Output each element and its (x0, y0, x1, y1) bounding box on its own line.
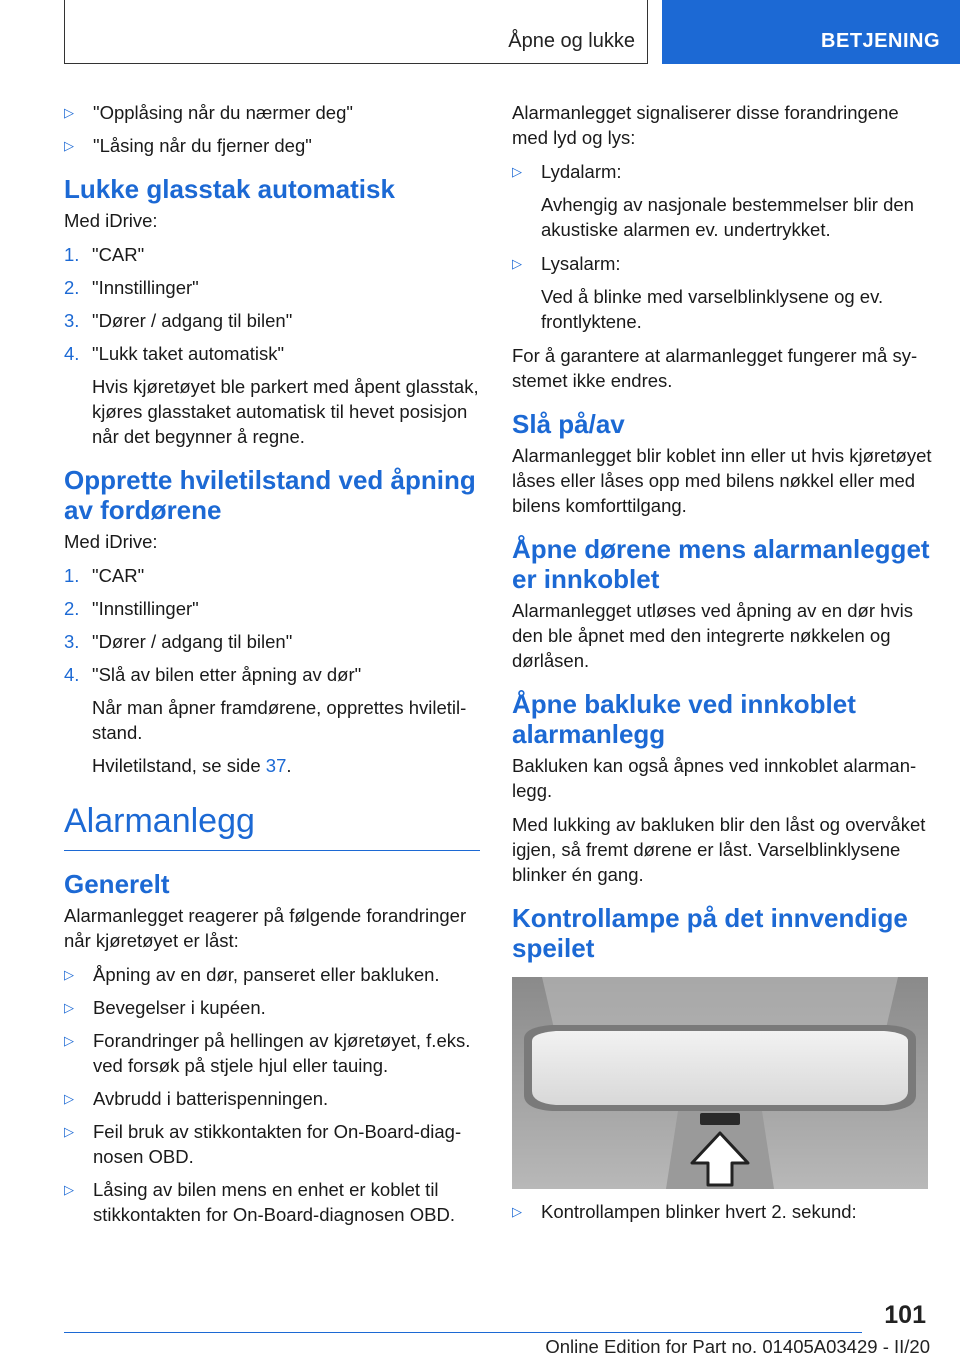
section-intro: Med iDrive: (64, 210, 158, 231)
triangle-bullet-icon: ▷ (64, 1091, 74, 1106)
section-title-rest-state: Opprette hviletilstand ved åpning av fordørene (64, 465, 476, 525)
header-chapter-title: BETJENING (821, 30, 940, 52)
page-number: 101 (884, 1301, 926, 1329)
list-item: ▷ Feil bruk av stikkontakten for On-Board-diagnosen OBD. (64, 1121, 462, 1167)
section-title-open-doors: Åpne dørene mens alarmanlegget er innkoblet (512, 534, 930, 594)
list-item: ▷ Lydalarm: (512, 161, 622, 182)
paragraph: Med lukking av bakluken blir den låst og overvåket igjen, så fremt dørene er låst. Varselblinklysene blinker én gang. (512, 814, 926, 885)
list-item: 4. "Slå av bilen etter åpning av dør" (64, 664, 362, 685)
header-section-box (64, 0, 648, 64)
footer-edition: Online Edition for Part no. 01405A03429 - II/20 (545, 1336, 930, 1357)
triangle-bullet-icon: ▷ (64, 1000, 74, 1015)
section-title-glass-roof: Lukke glasstak automatisk (64, 174, 395, 204)
section-intro: Alarmanlegget reagerer på følgende forandringer når kjøretøyet er låst: (64, 905, 467, 951)
step-note: Når man åpner framdørene, opprettes hviletilstand. (92, 697, 467, 743)
list-item: ▷ Avbrudd i batterispenningen. (64, 1088, 329, 1109)
rearview-mirror-illustration (512, 977, 928, 1189)
triangle-bullet-icon: ▷ (512, 164, 522, 179)
list-item-detail: Ved å blinke med varselblinklysene og ev. frontlyktene. (541, 286, 884, 332)
triangle-bullet-icon: ▷ (512, 256, 522, 271)
list-item: ▷ Låsing av bilen mens en enhet er koblet til stikkontakten for On-Board-diagnosen OBD. (64, 1179, 455, 1225)
list-item: 3. "Dører / adgang til bilen" (64, 631, 293, 652)
triangle-bullet-icon: ▷ (512, 1204, 522, 1219)
page-reference-link[interactable]: 37 (265, 755, 287, 776)
list-item: 1. "CAR" (64, 565, 145, 586)
header-section-title: Åpne og lukke (508, 30, 635, 52)
list-item: 2. "Innstillinger" (64, 277, 199, 298)
list-item-detail: Avhengig av nasjonale bestemmelser blir den akustiske alarmen ev. undertrykket. (541, 194, 914, 240)
list-item: ▷ Forandringer på hellingen av kjøretøyet, f.eks. ved forsøk på stjele hjul eller tauing. (64, 1030, 471, 1076)
right-column (512, 100, 932, 1232)
left-column (64, 100, 480, 1235)
header-chapter-tab[interactable] (662, 0, 960, 64)
cross-reference: Hviletilstand, se side 37. (92, 755, 292, 776)
footer-divider (64, 1332, 862, 1333)
paragraph: Alarmanlegget blir koblet inn eller ut hvis kjøretøyet låses eller låses opp med bilens nøkkel eller med bilens komforttilgang. (512, 445, 932, 516)
list-item: 2. "Innstillinger" (64, 598, 199, 619)
section-title-tailgate: Åpne bakluke ved innkoblet alarmanlegg (512, 689, 856, 749)
list-item: ▷ "Låsing når du fjerner deg" (64, 135, 312, 156)
paragraph: Alarmanlegget utløses ved åpning av en dør hvis den ble åpnet med den integrerte nøkkelen og dørlåsen. (512, 600, 914, 671)
triangle-bullet-icon: ▷ (64, 1124, 74, 1139)
list-item: 4. "Lukk taket automatisk" (64, 343, 285, 364)
list-item: ▷ "Opplåsing når du nærmer deg" (64, 102, 353, 123)
section-title-on-off: Slå på/av (512, 409, 625, 439)
list-item: ▷ Bevegelser i kupéen. (64, 997, 266, 1018)
paragraph: Bakluken kan også åpnes ved innkoblet alarmanlegg. (512, 755, 917, 801)
list-item: 1. "CAR" (64, 244, 145, 265)
triangle-bullet-icon: ▷ (64, 1182, 74, 1197)
list-item: ▷ Lysalarm: (512, 253, 621, 274)
section-title-mirror-lamp: Kontrollampe på det innvendige speilet (512, 903, 908, 963)
list-item: ▷ Åpning av en dør, panseret eller bakluken. (64, 964, 440, 985)
section-intro: Med iDrive: (64, 531, 158, 552)
list-item: ▷ Kontrollampen blinker hvert 2. sekund: (512, 1201, 857, 1222)
list-item: 3. "Dører / adgang til bilen" (64, 310, 293, 331)
step-note: Hvis kjøretøyet ble parkert med åpent glasstak, kjøres glasstaket automatisk til hevet posisjon når det begynner å regne. (92, 376, 479, 447)
chapter-title-alarm: Alarmanlegg (64, 802, 480, 851)
paragraph: Alarmanlegget signaliserer disse forandringene med lyd og lys: (512, 102, 899, 148)
triangle-bullet-icon: ▷ (64, 1033, 74, 1048)
paragraph: For å garantere at alarmanlegget fungerer må systemet ikke endres. (512, 345, 918, 391)
triangle-bullet-icon: ▷ (64, 105, 74, 120)
triangle-bullet-icon: ▷ (64, 967, 74, 982)
triangle-bullet-icon: ▷ (64, 138, 74, 153)
section-title-general: Generelt (64, 869, 170, 899)
